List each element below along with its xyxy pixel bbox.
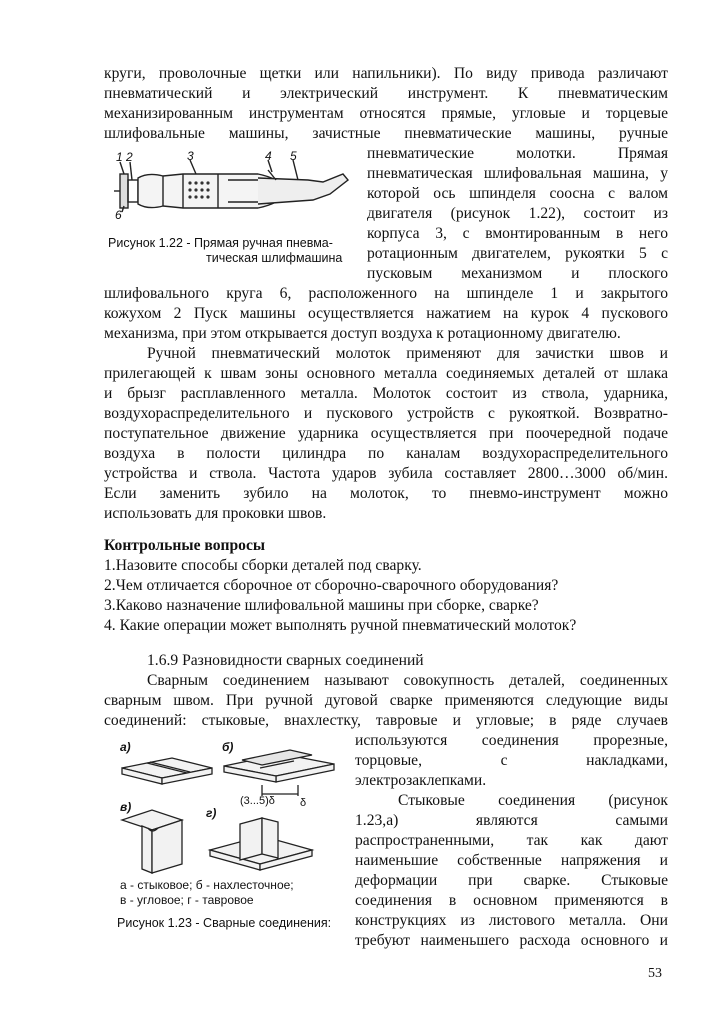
text-line: пневматический и электрический инструмент. К пневматическим xyxy=(104,85,668,102)
figure-caption: Рисунок 1.23 - Сварные соединения: xyxy=(117,916,332,930)
text-line: круги, проволочные щетки или напильники). По виду привода различают xyxy=(104,65,668,82)
question-item: 1.Назовите способы сборки деталей под сварку. xyxy=(104,557,422,574)
text-line: прилегающей к швам зоны основного металла соединяемых деталей от шлака xyxy=(104,365,668,382)
text-line: 1.23,а) являются самыми xyxy=(355,812,668,829)
text-line: Сварным соединением называют совокупность деталей, соединенных xyxy=(147,672,668,689)
text-line: наименьшие собственные напряжения и xyxy=(355,852,668,869)
text-line: кожухом 2 Пуск машины осуществляется нажатием на курок 4 пускового xyxy=(104,305,668,322)
panel-label: г) xyxy=(206,806,217,820)
text-line: сварным швом. При ручной дуговой сварке применяются следующие виды xyxy=(104,692,668,709)
text-line: воздуха в полости цилиндра по каналам воздухораспределительного xyxy=(104,445,668,462)
figure-weld-joints xyxy=(112,738,344,878)
figure-label: 5 xyxy=(290,149,297,163)
figure-label: 2 xyxy=(126,150,133,164)
figure-grinder xyxy=(108,150,358,230)
text-line: устройства и ствола. Частота ударов зубила составляет 2800…3000 об/мин. xyxy=(104,465,668,482)
text-line: пневматическая шлифовальная машина, у xyxy=(367,165,668,182)
figure-label: 3 xyxy=(187,149,194,163)
panel-label: в) xyxy=(120,800,132,814)
text-line: электрозаклепками. xyxy=(355,772,487,789)
question-item: 2.Чем отличается сборочное от сборочно-сварочного оборудования? xyxy=(104,577,559,594)
figure-label: 1 xyxy=(116,150,123,164)
text-line: Стыковые соединения (рисунок xyxy=(398,792,668,809)
questions-heading: Контрольные вопросы xyxy=(104,537,266,554)
dimension-label: δ xyxy=(300,797,307,809)
question-item: 3.Каково назначение шлифовальной машины при сборке, сварке? xyxy=(104,597,539,614)
text-line: пусковым механизмом и плоского xyxy=(367,265,668,282)
dimension-label: (3...5)δ xyxy=(240,795,275,807)
text-line: которой ось шпинделя соосна с валом xyxy=(367,185,668,202)
text-line: использовать для проковки швов. xyxy=(104,505,327,522)
text-line: поступательное движение ударника осуществляется при поочередной подаче xyxy=(104,425,668,442)
text-line: Ручной пневматический молоток применяют для зачистки швов и xyxy=(147,345,668,362)
text-line: конструкциях из листового металла. Они xyxy=(355,912,668,929)
question-item: 4. Какие операции может выполнять ручной пневматический молоток? xyxy=(104,617,577,634)
panel-label: б) xyxy=(222,740,234,754)
figure-caption: тическая шлифмашина xyxy=(206,251,343,265)
figure-label: 4 xyxy=(265,149,272,163)
section-heading: 1.6.9 Разновидности сварных соединений xyxy=(147,652,424,669)
text-line: механизированным инструментам относятся прямые, угловые и торцевые xyxy=(104,105,668,122)
text-line: и брызг расплавленного металла. Молоток состоит из ствола, ударника, xyxy=(104,385,668,402)
text-line: пневматические молотки. Прямая xyxy=(367,145,668,162)
page-number: 53 xyxy=(648,966,662,981)
text-line: Если заменить зубило на молоток, то пневмо-инструмент можно xyxy=(104,485,668,502)
text-line: требуют наименьшего расхода основного и xyxy=(355,932,668,949)
text-line: соединения в основном применяются в xyxy=(355,892,668,909)
text-line: механизма, при этом открывается доступ воздуха к ротационному двигателю. xyxy=(104,325,621,342)
text-line: двигателя (рисунок 1.22), состоит из xyxy=(367,205,668,222)
text-line: распространенными, так как дают xyxy=(355,832,668,849)
text-line: деформации при сварке. Стыковые xyxy=(355,872,668,889)
text-line: торцовые, с накладками, xyxy=(355,752,668,769)
text-line: шлифовальные машины, зачистные пневматические машины, ручные xyxy=(104,125,668,142)
text-line: используются соединения прорезные, xyxy=(355,732,668,749)
text-line: воздухораспределительного и пускового устройств с рукояткой. Возвратно- xyxy=(104,405,668,422)
text-line: соединений: стыковые, внахлестку, тавровые и угловые; в ряде случаев xyxy=(104,712,668,729)
figure-caption: Рисунок 1.22 - Прямая ручная пневма- xyxy=(108,236,333,250)
figure-legend: в - угловое; г - тавровое xyxy=(120,893,254,907)
figure-legend: а - стыковое; б - нахлесточное; xyxy=(120,878,294,892)
text-line: ротационным двигателем, рукоятки 5 с xyxy=(367,245,668,262)
panel-label: а) xyxy=(120,740,131,754)
figure-label: 6 xyxy=(115,208,122,222)
text-line: корпуса 3, с вмонтированным в него xyxy=(367,225,668,242)
text-line: шлифовального круга 6, расположенного на шпинделе 1 и закрытого xyxy=(104,285,668,302)
